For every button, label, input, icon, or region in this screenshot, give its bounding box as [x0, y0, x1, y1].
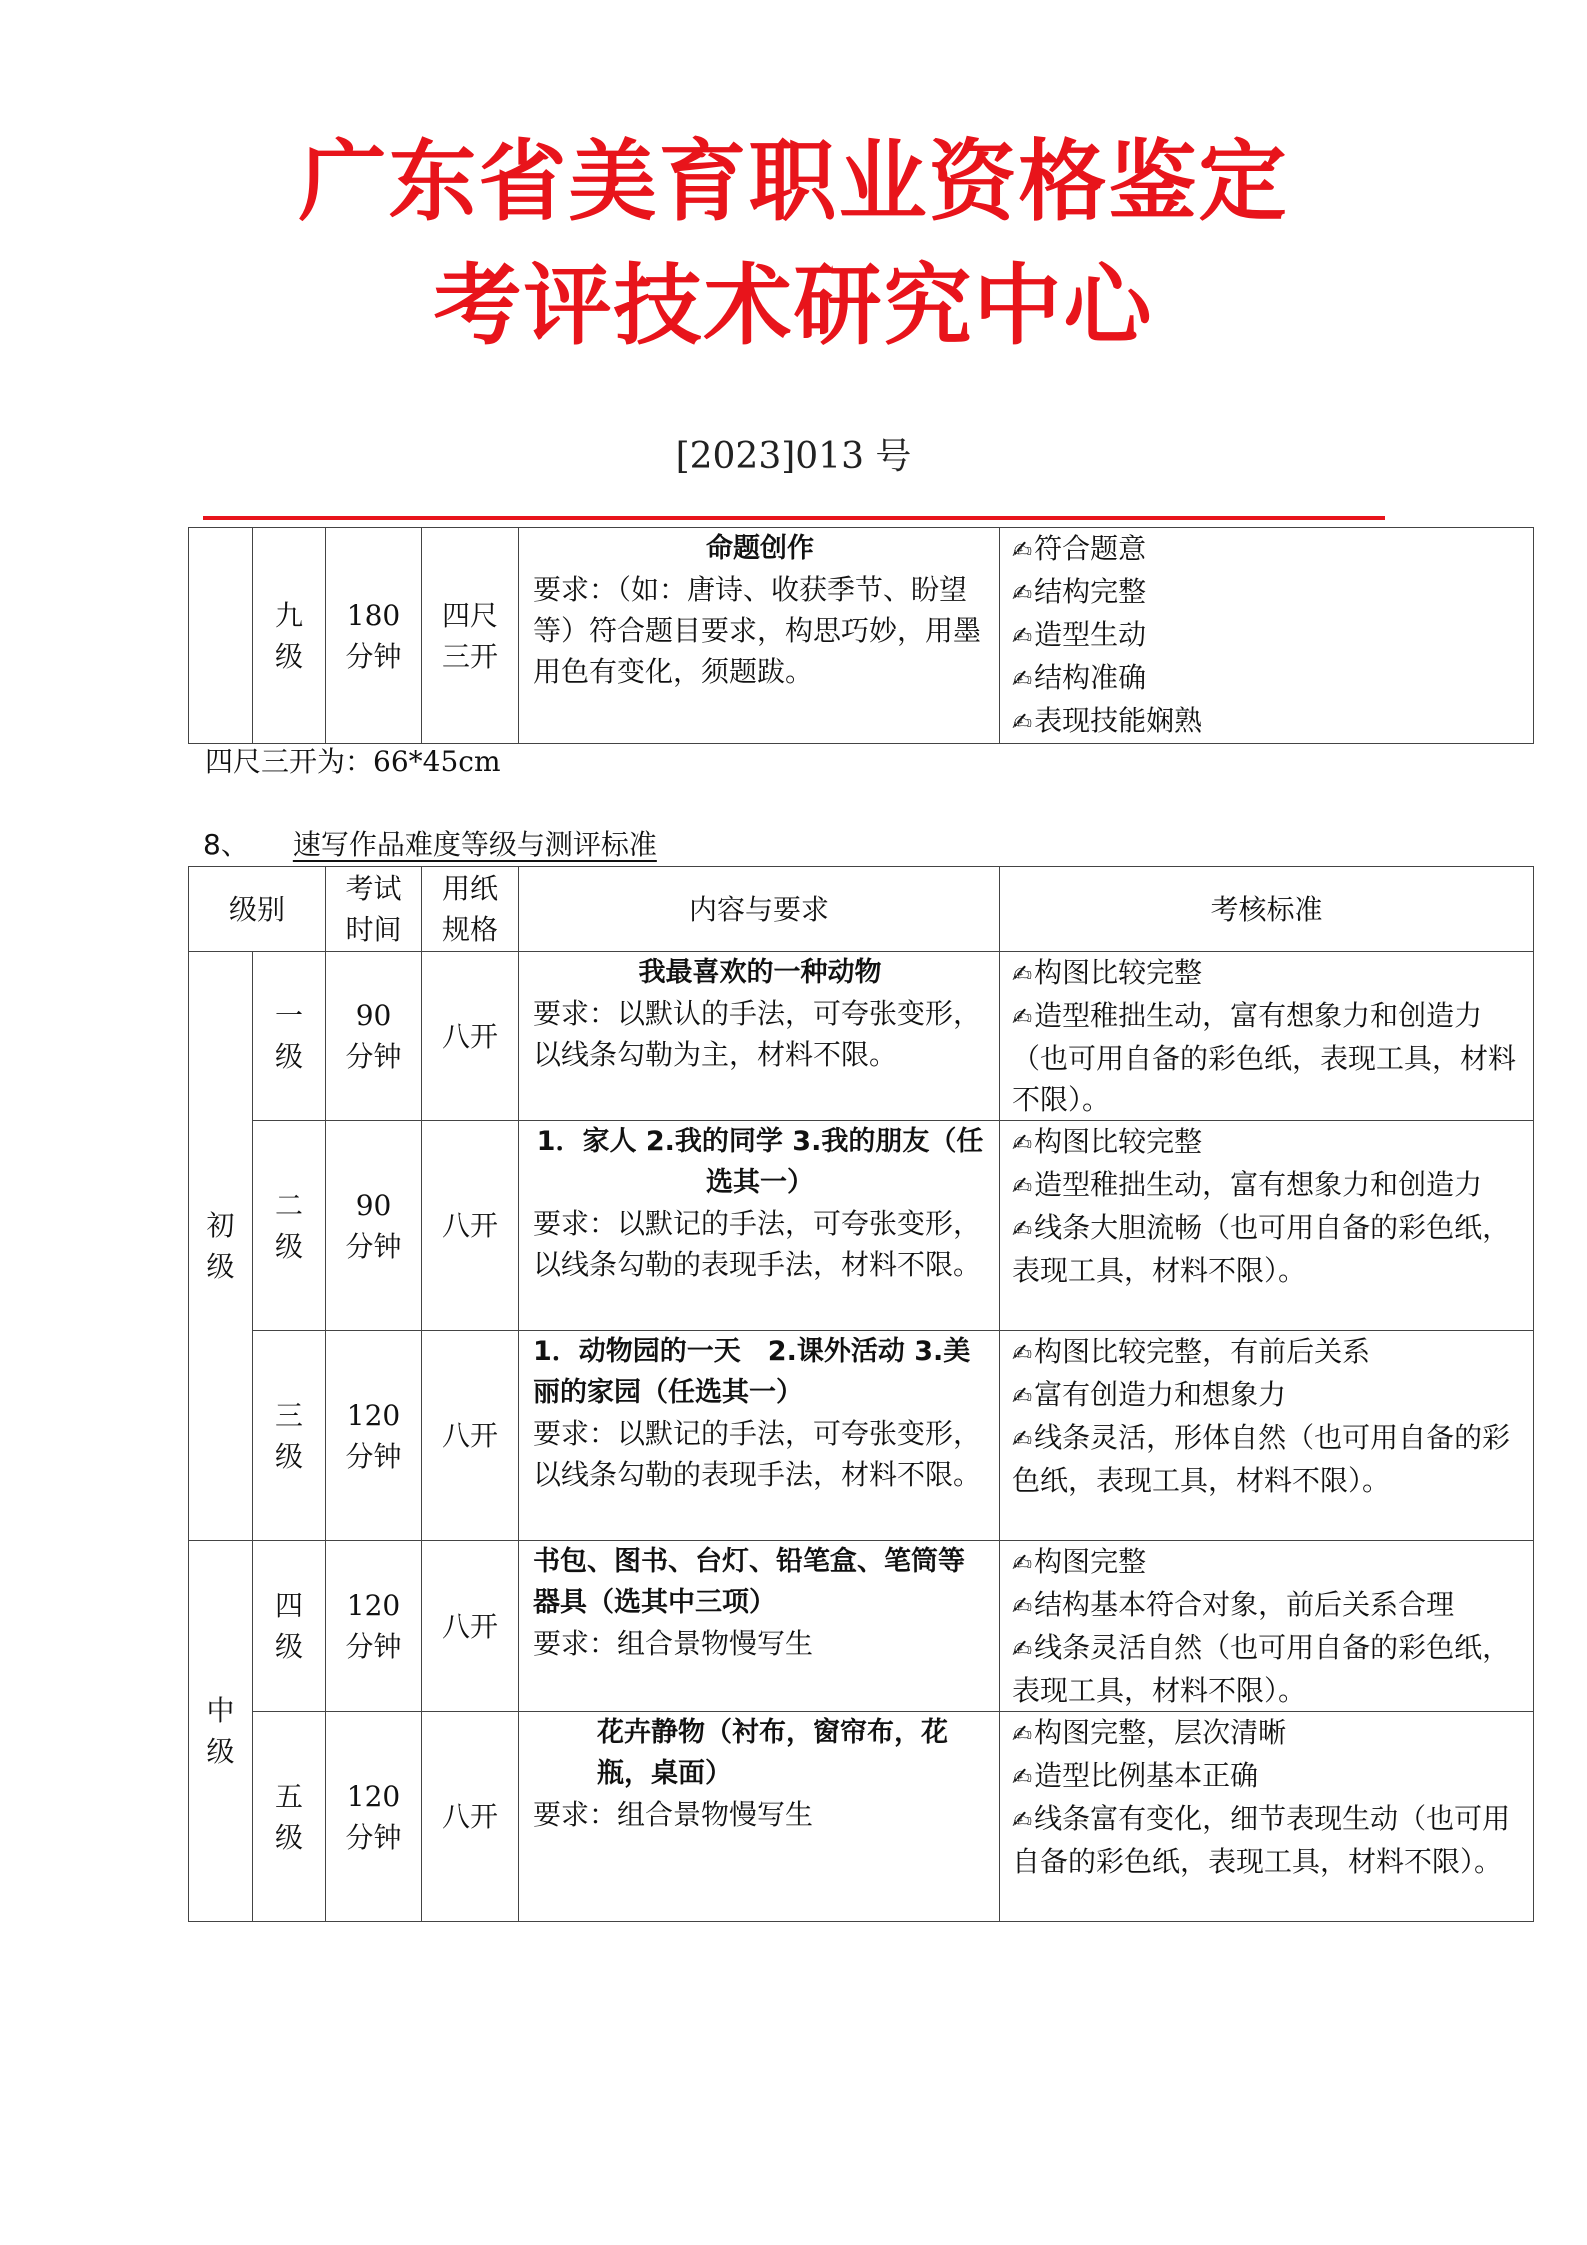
writing-hand-icon: ✍ [1012, 1635, 1033, 1663]
content-cell [519, 952, 1000, 1121]
topic-text: 1．动物园的一天 2.课外活动 3.美丽的家园（任选其一） [533, 1336, 971, 1408]
table-row [189, 1712, 1534, 1922]
time-cell: 120 分钟 [326, 1331, 422, 1541]
writing-hand-icon: ✍ [1012, 1425, 1033, 1453]
paper-cell: 八开 [422, 1331, 519, 1541]
level-cell: 九 级 [253, 528, 326, 744]
requirement-text: 要求：以默记的手法，可夸张变形，以线条勾勒的表现手法，材料不限。 [533, 1207, 982, 1281]
paper-size-note: 四尺三开为：66*45cm [205, 745, 501, 778]
writing-hand-icon: ✍ [1012, 622, 1033, 650]
topic-text: 花卉静物（衬布，窗帘布，花瓶，桌面） [597, 1717, 949, 1789]
criterion: ✍构图完整 [1012, 1545, 1147, 1578]
criterion: ✍富有创造力和想象力 [1012, 1378, 1287, 1411]
top-criteria-table [188, 527, 1534, 744]
criterion: ✍线条大胆流畅（也可用自备的彩色纸，表现工具，材料不限）。 [1012, 1211, 1511, 1287]
group-cell [189, 528, 253, 744]
criterion: ✍造型稚拙生动，富有想象力和创造力 [1012, 1168, 1483, 1201]
paper-cell: 四尺 三开 [422, 528, 519, 744]
time-cell: 90 分钟 [326, 952, 422, 1121]
sketch-criteria-table [188, 866, 1534, 1922]
writing-hand-icon: ✍ [1012, 1720, 1033, 1748]
content-cell [519, 1331, 1000, 1541]
table-row [189, 1331, 1534, 1541]
header-time: 考试 时间 [326, 867, 422, 952]
writing-hand-icon: ✍ [1012, 1382, 1033, 1410]
header-divider [203, 516, 1385, 520]
criteria-cell [1000, 952, 1534, 1121]
org-title-line2: 考评技术研究中心 [433, 254, 1154, 357]
table-row [189, 528, 1534, 744]
writing-hand-icon: ✍ [1012, 665, 1033, 693]
header-level: 级别 [189, 867, 326, 952]
content-cell [519, 1541, 1000, 1712]
header-standard: 考核标准 [1000, 867, 1534, 952]
criterion: ✍符合题意 [1012, 532, 1147, 565]
table-row [189, 1541, 1534, 1712]
criterion: ✍造型生动 [1012, 618, 1147, 651]
writing-hand-icon: ✍ [1012, 1172, 1033, 1200]
topic-text: 命题创作 [706, 533, 814, 564]
criterion: ✍线条灵活自然（也可用自备的彩色纸，表现工具，材料不限）。 [1012, 1631, 1511, 1707]
writing-hand-icon: ✍ [1012, 579, 1033, 607]
requirement-text: 要求：组合景物慢写生 [533, 1798, 814, 1831]
writing-hand-icon: ✍ [1012, 1549, 1033, 1577]
level-cell: 三 级 [253, 1331, 326, 1541]
time-cell: 120 分钟 [326, 1541, 422, 1712]
writing-hand-icon: ✍ [1012, 1129, 1033, 1157]
writing-hand-icon: ✍ [1012, 1806, 1033, 1834]
criteria-cell [1000, 1712, 1534, 1922]
group-cell-intermediate: 中 级 [189, 1541, 253, 1922]
criterion: ✍构图比较完整 [1012, 956, 1203, 989]
content-cell [519, 1121, 1000, 1331]
criteria-cell [1000, 528, 1534, 744]
level-cell: 四 级 [253, 1541, 326, 1712]
time-cell: 90 分钟 [326, 1121, 422, 1331]
writing-hand-icon: ✍ [1012, 708, 1033, 736]
paper-cell: 八开 [422, 1541, 519, 1712]
criterion: ✍结构准确 [1012, 661, 1147, 694]
criterion: ✍构图比较完整 [1012, 1125, 1203, 1158]
table-row [189, 1121, 1534, 1331]
level-cell: 二 级 [253, 1121, 326, 1331]
criterion: ✍造型稚拙生动，富有想象力和创造力（也可用自备的彩色纸，表现工具，材料不限）。 [1012, 999, 1517, 1116]
time-cell: 120 分钟 [326, 1712, 422, 1922]
criteria-cell [1000, 1331, 1534, 1541]
requirement-text: 要求：组合景物慢写生 [533, 1627, 814, 1660]
header-paper: 用纸 规格 [422, 867, 519, 952]
header-content: 内容与要求 [519, 867, 1000, 952]
criteria-cell [1000, 1541, 1534, 1712]
writing-hand-icon: ✍ [1012, 1339, 1033, 1367]
criterion: ✍构图完整，层次清晰 [1012, 1716, 1287, 1749]
section-heading [203, 823, 657, 863]
level-cell: 五 级 [253, 1712, 326, 1922]
requirement-text: 要求：以默认的手法，可夸张变形，以线条勾勒为主，材料不限。 [533, 997, 982, 1071]
topic-text: 书包、图书、台灯、铅笔盒、笔筒等器具（选其中三项） [533, 1546, 966, 1618]
section-number: 8、 [203, 828, 249, 861]
org-title-line1: 广东省美育职业资格鉴定 [298, 130, 1289, 233]
content-cell [519, 528, 1000, 744]
criterion: ✍造型比例基本正确 [1012, 1759, 1259, 1792]
writing-hand-icon: ✍ [1012, 1592, 1033, 1620]
requirement-text: 要求：以默记的手法，可夸张变形，以线条勾勒的表现手法，材料不限。 [533, 1417, 982, 1491]
group-cell-primary: 初 级 [189, 952, 253, 1541]
writing-hand-icon: ✍ [1012, 960, 1033, 988]
section-title: 速写作品难度等级与测评标准 [292, 828, 657, 861]
criterion: ✍线条富有变化，细节表现生动（也可用自备的彩色纸，表现工具，材料不限）。 [1012, 1802, 1511, 1878]
content-cell [519, 1712, 1000, 1922]
document-number: [2023]013 号 [675, 436, 912, 477]
time-cell: 180 分钟 [326, 528, 422, 744]
paper-cell: 八开 [422, 1712, 519, 1922]
criterion: ✍结构完整 [1012, 575, 1147, 608]
criterion: ✍构图比较完整，有前后关系 [1012, 1335, 1371, 1368]
criterion: ✍结构基本符合对象，前后关系合理 [1012, 1588, 1455, 1621]
requirement-text: 要求：（如：唐诗、收获季节、盼望等）符合题目要求，构思巧妙，用墨用色有变化，须题跋。 [533, 573, 982, 688]
topic-text: 1．家人 2.我的同学 3.我的朋友（任选其一） [536, 1126, 984, 1198]
criteria-cell [1000, 1121, 1534, 1331]
level-cell: 一 级 [253, 952, 326, 1121]
writing-hand-icon: ✍ [1012, 536, 1033, 564]
writing-hand-icon: ✍ [1012, 1215, 1033, 1243]
header-row [189, 867, 1534, 952]
table-row [189, 952, 1534, 1121]
topic-text: 我最喜欢的一种动物 [638, 957, 882, 988]
writing-hand-icon: ✍ [1012, 1003, 1033, 1031]
paper-cell: 八开 [422, 952, 519, 1121]
writing-hand-icon: ✍ [1012, 1763, 1033, 1791]
paper-cell: 八开 [422, 1121, 519, 1331]
criterion: ✍线条灵活，形体自然（也可用自备的彩色纸，表现工具，材料不限）。 [1012, 1421, 1511, 1497]
criterion: ✍表现技能娴熟 [1012, 704, 1203, 737]
